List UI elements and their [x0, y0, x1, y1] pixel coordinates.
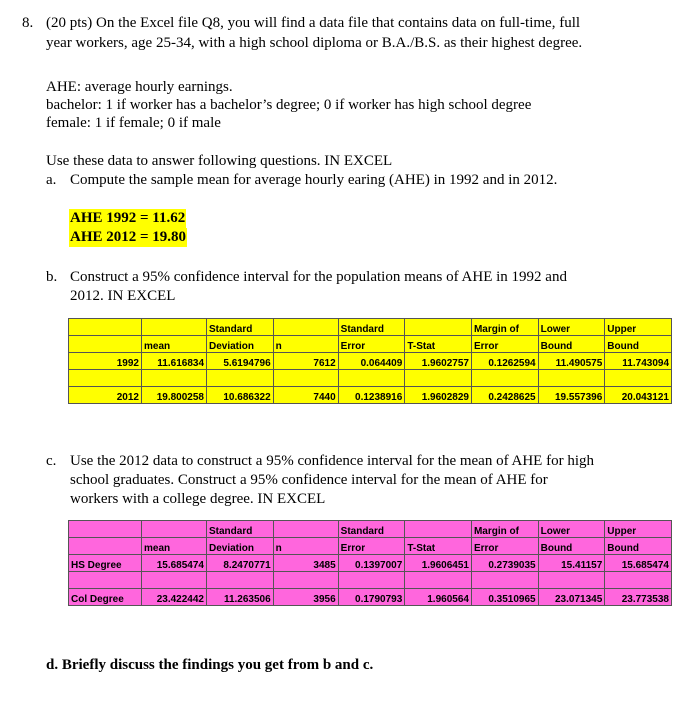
part-c-label: c.	[46, 453, 57, 469]
table-cell[interactable]: 7612	[273, 353, 338, 370]
table-cell[interactable]: 5.6194796	[207, 353, 274, 370]
header-cell	[69, 538, 142, 555]
header-cell: Bound	[538, 538, 605, 555]
table-cell[interactable]	[605, 370, 672, 387]
header-cell: Standard	[338, 521, 405, 538]
header-cell: Error	[471, 336, 538, 353]
table-cell[interactable]	[338, 370, 405, 387]
table-cell[interactable]: 23.071345	[538, 589, 605, 606]
header-cell: Error	[338, 336, 405, 353]
header-cell	[405, 319, 472, 336]
table-cell[interactable]: 20.043121	[605, 387, 672, 404]
table-cell[interactable]	[605, 572, 672, 589]
header-cell: Margin of	[471, 521, 538, 538]
table-cell[interactable]: 0.1238916	[338, 387, 405, 404]
table-row	[69, 589, 672, 606]
table-cell[interactable]	[538, 572, 605, 589]
header-cell: Lower	[538, 319, 605, 336]
header-cell: T-Stat	[405, 538, 472, 555]
table-cell[interactable]: HS Degree	[69, 555, 142, 572]
table-cell[interactable]: 2012	[69, 387, 142, 404]
answer-ahe-1992: AHE 1992 = 11.62	[70, 210, 186, 226]
header-cell: Bound	[538, 336, 605, 353]
table-cell[interactable]: 0.1397007	[338, 555, 405, 572]
table-cell[interactable]	[471, 572, 538, 589]
table-row	[69, 353, 672, 370]
table-cell[interactable]: 15.685474	[605, 555, 672, 572]
table-cell[interactable]: 11.263506	[207, 589, 274, 606]
table-cell[interactable]: 23.422442	[142, 589, 207, 606]
table-cell[interactable]	[142, 572, 207, 589]
table-cell[interactable]	[69, 572, 142, 589]
table-cell[interactable]: 0.3510965	[471, 589, 538, 606]
table-cell[interactable]: 19.557396	[538, 387, 605, 404]
question-line-1: (20 pts) On the Excel file Q8, you will find a data file that contains data on full-time, full	[46, 15, 581, 31]
table-cell[interactable]: 0.1790793	[338, 589, 405, 606]
table-cell[interactable]: Col Degree	[69, 589, 142, 606]
table-cell[interactable]	[207, 370, 274, 387]
table-cell[interactable]	[273, 572, 338, 589]
def-female: female: 1 if female; 0 if male	[46, 115, 221, 131]
table-c	[68, 520, 672, 606]
table-cell[interactable]: 11.616834	[142, 353, 207, 370]
part-c-line-1: Use the 2012 data to construct a 95% confidence interval for the mean of AHE for high	[70, 453, 594, 469]
header-cell	[69, 521, 142, 538]
table-cell[interactable]: 0.2739035	[471, 555, 538, 572]
table-cell[interactable]	[405, 572, 472, 589]
part-a-label: a.	[46, 172, 57, 188]
part-c-line-2: school graduates. Construct a 95% confidence interval for the mean of AHE for	[70, 472, 548, 488]
header-cell: n	[273, 538, 338, 555]
table-cell[interactable]: 11.743094	[605, 353, 672, 370]
table-header-row	[69, 336, 672, 353]
table-cell[interactable]: 1.9602757	[405, 353, 472, 370]
part-b-line-2: 2012. IN EXCEL	[70, 288, 176, 304]
header-cell: Error	[471, 538, 538, 555]
table-row	[69, 555, 672, 572]
answer-ahe-2012: AHE 2012 = 19.80	[70, 229, 187, 245]
table-b	[68, 318, 672, 404]
table-cell[interactable]: 15.685474	[142, 555, 207, 572]
header-cell	[69, 319, 142, 336]
header-cell: T-Stat	[405, 336, 472, 353]
header-cell: Standard	[207, 319, 274, 336]
header-cell: Error	[338, 538, 405, 555]
table-cell[interactable]: 7440	[273, 387, 338, 404]
table-cell[interactable]: 0.064409	[338, 353, 405, 370]
table-cell[interactable]: 11.490575	[538, 353, 605, 370]
table-cell[interactable]: 0.2428625	[471, 387, 538, 404]
table-cell[interactable]	[538, 370, 605, 387]
header-cell: Upper	[605, 521, 672, 538]
header-cell: Bound	[605, 336, 672, 353]
header-cell	[69, 336, 142, 353]
header-cell	[142, 521, 207, 538]
table-cell[interactable]: 3956	[273, 589, 338, 606]
question-number: 8.	[22, 15, 34, 31]
part-b-label: b.	[46, 269, 58, 285]
table-cell[interactable]: 1.9606451	[405, 555, 472, 572]
header-cell: n	[273, 336, 338, 353]
table-cell[interactable]: 23.773538	[605, 589, 672, 606]
def-bachelor: bachelor: 1 if worker has a bachelor’s degree; 0 if worker has high school degree	[46, 97, 532, 113]
header-cell: Lower	[538, 521, 605, 538]
table-cell[interactable]	[69, 370, 142, 387]
table-cell[interactable]	[207, 572, 274, 589]
header-cell: Margin of	[471, 319, 538, 336]
table-cell[interactable]: 19.800258	[142, 387, 207, 404]
table-cell[interactable]: 1.960564	[405, 589, 472, 606]
part-b-line-1: Construct a 95% confidence interval for the population means of AHE in 1992 and	[70, 269, 567, 285]
table-spacer-row	[69, 370, 672, 387]
table-row	[69, 387, 672, 404]
table-cell[interactable]: 8.2470771	[207, 555, 274, 572]
part-a-text: Compute the sample mean for average hourly earing (AHE) in 1992 and in 2012.	[70, 172, 558, 188]
question-line-2: year workers, age 25-34, with a high school diploma or B.A./B.S. as their highest degree.	[46, 35, 583, 51]
table-cell[interactable]	[338, 572, 405, 589]
table-cell[interactable]: 3485	[273, 555, 338, 572]
header-cell: Upper	[605, 319, 672, 336]
table-cell[interactable]	[273, 370, 338, 387]
table-cell[interactable]	[471, 370, 538, 387]
table-cell[interactable]: 1992	[69, 353, 142, 370]
header-cell	[273, 319, 338, 336]
table-cell[interactable]: 0.1262594	[471, 353, 538, 370]
table-cell[interactable]	[405, 370, 472, 387]
header-cell: Bound	[605, 538, 672, 555]
table-cell[interactable]: 10.686322	[207, 387, 274, 404]
def-ahe: AHE: average hourly earnings.	[46, 79, 233, 95]
header-cell	[142, 319, 207, 336]
part-d-text: d. Briefly discuss the findings you get from b and c.	[46, 657, 374, 673]
header-cell: mean	[142, 336, 207, 353]
table-cell[interactable]: 15.41157	[538, 555, 605, 572]
table-header-row	[69, 521, 672, 538]
table-cell[interactable]	[142, 370, 207, 387]
table-spacer-row	[69, 572, 672, 589]
header-cell: Deviation	[207, 538, 274, 555]
header-cell	[273, 521, 338, 538]
header-cell: Standard	[207, 521, 274, 538]
header-cell	[405, 521, 472, 538]
header-cell: Standard	[338, 319, 405, 336]
instructions: Use these data to answer following questions. IN EXCEL	[46, 153, 393, 169]
table-header-row	[69, 538, 672, 555]
header-cell: Deviation	[207, 336, 274, 353]
header-cell: mean	[142, 538, 207, 555]
table-cell[interactable]: 1.9602829	[405, 387, 472, 404]
table-header-row	[69, 319, 672, 336]
part-c-line-3: workers with a college degree. IN EXCEL	[70, 491, 326, 507]
